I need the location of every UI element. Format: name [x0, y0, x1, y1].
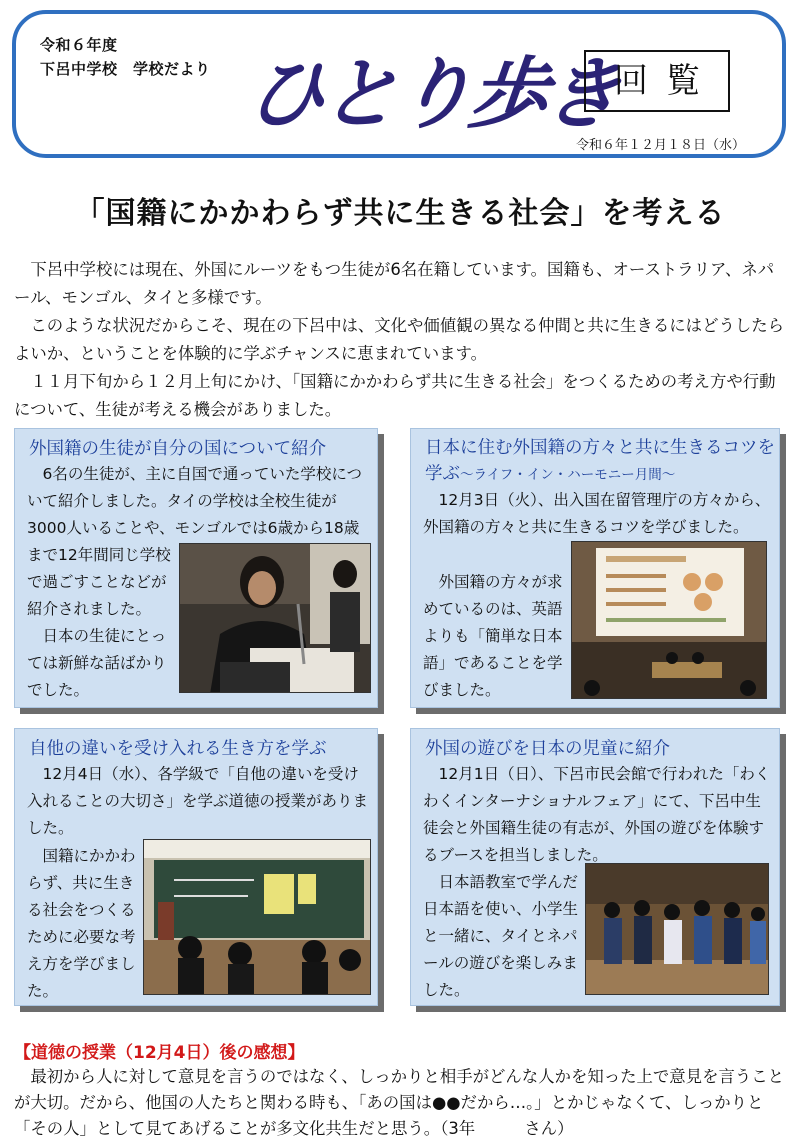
intro-paragraph-2: このような状況だからこそ、現在の下呂中は、文化や価値観の異なる仲間と共に生きるにはどうしたらよいか、ということを体験的に学ぶチャンスに恵まれています。 — [14, 316, 785, 363]
page-title: 「国籍にかかわらず共に生きる社会」を考える — [74, 196, 726, 231]
intro-paragraph-3: １１月下旬から１２月上旬にかけ、「国籍にかかわらず共に生きる社会」をつくるための考え方や行動について、生徒が考える機会がありました。 — [14, 372, 776, 419]
box-side-text: 外国籍の方々が求めているのは、英語よりも「簡単な日本語」であることを学びました。 — [423, 573, 563, 699]
box-side-text: 国籍にかかわらず、共に生きる社会をつくるために必要な考え方を学びました。 — [27, 847, 136, 1000]
intro-paragraph-1: 下呂中学校には現在、外国にルーツをもつ生徒が6名在籍しています。国籍も、オーストラリア、ネパール、モンゴル、タイと多様です。 — [14, 260, 775, 307]
box-side-text: まで12年間同じ学校で過ごすことなどが紹介されました。 — [27, 546, 171, 618]
school-name-label: 下呂中学校 学校だより — [40, 60, 211, 78]
intro-text — [14, 256, 790, 424]
fiscal-year-label: 令和６年度 — [40, 36, 118, 54]
box-subtitle: 〜ライフ・イン・ハーモニー月間〜 — [460, 467, 676, 483]
article-box-student-presentation — [14, 428, 378, 708]
box-title: 外国籍の生徒が自分の国について紹介 — [29, 439, 327, 459]
box-title — [425, 435, 775, 488]
fair-activity-photo — [585, 863, 769, 995]
box-title: 自他の違いを受け入れる生き方を学ぶ — [29, 739, 327, 759]
circulation-stamp: 回覧 — [584, 50, 730, 112]
box-lead-text: 12月3日（火）、出入国在留管理庁の方々から、外国籍の方々と共に生きるコツを学びました。 — [423, 491, 771, 536]
box-side-text-2: 日本の生徒にとっては新鮮な話ばかりでした。 — [27, 627, 167, 699]
article-box-moral-class — [14, 728, 378, 1006]
box-lead-text: 12月4日（水）、各学級で「自他の違いを受け入れることの大切さ」を学ぶ道徳の授業がありました。 — [27, 765, 369, 837]
impression-title: 【道徳の授業（12月4日）後の感想】 — [14, 1043, 305, 1063]
article-box-international-fair — [410, 728, 780, 1006]
newsletter-header — [12, 10, 786, 158]
box-side-text: 日本語教室で学んだ日本語を使い、小学生と一緒に、タイとネパールの遊びを楽しみました。 — [423, 873, 579, 999]
box-lead-text: 6名の生徒が、主に自国で通っていた学校について紹介しました。タイの学校は全校生徒が3000人いることや、モンゴルでは6歳から18歳 — [27, 465, 363, 537]
box-lead-text: 12月1日（日）、下呂市民会館で行われた「わくわくインターナショナルフェア」にて、下呂中生徒会と外国籍生徒の有志が、外国の遊びを体験するブースを担当しました。 — [423, 765, 771, 864]
classroom-photo — [143, 839, 371, 995]
student-presentation-photo — [179, 543, 371, 693]
impression-text — [14, 1064, 790, 1142]
issue-date: 令和６年１２月１８日（水） — [576, 138, 746, 153]
article-box-harmony-month — [410, 428, 780, 708]
lecture-photo — [571, 541, 767, 699]
box-title: 外国の遊びを日本の児童に紹介 — [425, 739, 670, 759]
newsletter-logo: ひとり歩き — [242, 49, 623, 140]
impression-paragraph: 最初から人に対して意見を言うのではなく、しっかりと相手がどんな人かを知った上で意見を言うことが大切。だから、他国の人たちと関わる時も、「あの国は●●だから…。」とかじゃなくて、しっかりと「その人」として見てあげることが多文化共生だと思う。（3年 さん） — [14, 1067, 785, 1138]
box-title-main: 日本に住む外国籍の方々と共に生きるコツを学ぶ — [425, 438, 775, 484]
